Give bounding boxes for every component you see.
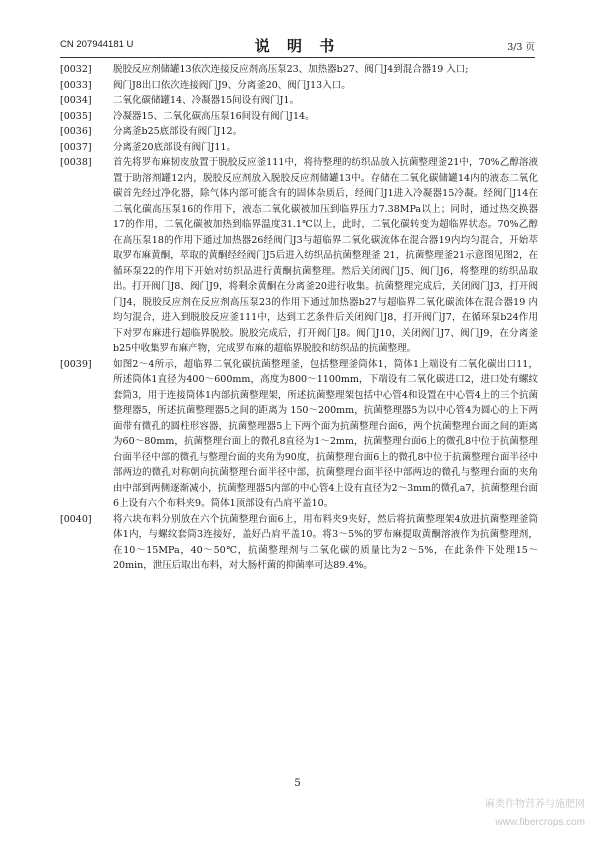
paragraph-text: 将六块布料分别放在六个抗菌整理台面6上，用布料夹9夹好，然后将抗菌整理架4放进抗菌整理釜筒体1内，与螺纹套筒3连接好，盖好凸肩平盖10。将3～5%的罗布麻提取黄酮溶液作为抗菌整理剂，在10～15MPa，40～50℃，抗菌整理剂与二氧化碳的质量比为2～5%，在此条件下处理15～20min，泄压后取出布料，对大肠杆菌的抑菌率可达89.4%。 (113, 513, 538, 571)
paragraph-0033 (60, 78, 538, 94)
paragraph-text: 如图2～4所示，超临界二氧化碳抗菌整理釜，包括整理釜筒体1，筒体1上端设有二氧化碳出口11，所述筒体1直径为400～600mm，高度为800～1100mm，下端设有二氧化碳进口2，进口处有螺纹套筒3，用于连接筒体1内部抗菌整理架，所述抗菌整理架包括中心管4和设置在中心管4上的三个抗菌整理器5，所述抗菌整理器5之间的距离为 150～200mm，抗菌整理器5为以中心管4为圆心的上下两面带有微孔的圆柱形容器，抗菌整理器5上下两个面为抗菌整理台面6，两个抗菌整理台面之间的距离为60～80mm，抗菌整理台面上的微孔8直径为1～2mm，抗菌整理台面6上的微孔8中位于抗菌整理台面半径中部的微孔与整理台面的夹角为90度，抗菌整理台面6上的微孔8中位于抗菌整理台面半径中部两边的微孔对称朝向抗菌整理台面半径中部，抗菌整理台面半径中部两边的微孔与整理台面的夹角由中部到两侧逐渐减小，抗菌整理器5内部的中心管4上设有直径为2～3mm的微孔a7，抗菌整理台面6上设有六个布料夹9。筒体1顶部设有凸肩平盖10。 (113, 358, 538, 509)
paragraph-0039 (60, 357, 538, 512)
paragraph-text: 分离釜b25底部设有阀门J12。 (113, 126, 243, 137)
paragraph-0032 (60, 62, 538, 78)
paragraph-0035 (60, 109, 538, 125)
paragraph-0037 (60, 140, 538, 156)
paragraph-0036 (60, 124, 538, 140)
page-indicator: 3/3 页 (507, 42, 535, 53)
paragraph-text: 阀门J8出口依次连接阀门J9、分离釜20、阀门J13入口。 (113, 79, 351, 91)
paragraph-number: [0037] (60, 141, 92, 153)
paragraph-text: 冷凝器15、二氧化碳高压泵16间设有阀门J14。 (113, 110, 315, 122)
paragraph-number: [0035] (60, 110, 92, 122)
paragraph-text: 脱胶反应剂储罐13依次连接反应剂高压泵23、加热器b27、阀门J4到混合器19 入口; (113, 64, 469, 75)
patent-number: CN 207944181 U (60, 39, 134, 50)
document-body (60, 62, 538, 574)
paragraph-0038 (60, 155, 538, 357)
watermark-url: www.fibercrops.com (495, 817, 585, 828)
paragraph-text: 分离釜20底部设有阀门J11。 (113, 141, 236, 153)
document-title: 说 明 书 (254, 37, 341, 55)
paragraph-number: [0033] (60, 79, 92, 91)
paragraph-number: [0032] (60, 64, 92, 75)
paragraph-number: [0036] (60, 126, 92, 137)
watermark-name: 麻类作物营养与施肥网 (485, 799, 585, 810)
watermark (485, 796, 585, 832)
paragraph-number: [0040] (60, 513, 92, 525)
paragraph-0040 (60, 512, 538, 574)
paragraph-number: [0034] (60, 95, 92, 106)
paragraph-0034 (60, 93, 538, 109)
page-number: 5 (294, 778, 301, 789)
header-divider (60, 57, 535, 58)
paragraph-number: [0038] (60, 157, 92, 168)
paragraph-text: 二氧化碳储罐14、冷凝器15间设有阀门J1。 (113, 95, 300, 106)
page-header (60, 35, 535, 55)
paragraph-text: 首先将罗布麻韧皮放置于脱胶反应釜111中，将待整理的纺织品放入抗菌整理釜21中，70%乙醇溶液置于助溶剂罐12内，脱胶反应剂放入脱胶反应剂储罐13中。存储在二氧化碳储罐14内的液态二氧化碳首先经过净化器，除气体内部可能含有的固体杂质后，经阀门J1进入冷凝器15冷凝。经阀门J14在二氧化碳高压泵16的作用下，液态二氧化碳被加压到临界压力7.38MPa以上；同时，通过热交换器17的作用，二氧化碳被加热到临界温度31.1℃以上，此时，二氧化碳转变为超临界状态。70%乙醇在高压泵18的作用下通过加热器26经阀门J3与超临界二氧化碳流体在混合器19内均匀混合，开始萃取罗布麻黄酮，萃取的黄酮经经阀门J5后进入纺织品抗菌整理釜 21，抗菌整理釜21示意图见图2，在循环泵22的作用下开始对纺织品进行黄酮抗菌整理。然后关闭阀门J5、阀门J6，将整理的纺织品取出。打开阀门J8、阀门J9，将剩余黄酮在分离釜20进行收集。抗菌整理完成后，关闭阀门J3，打开阀门J4，脱胶反应剂在反应剂高压泵23的作用下通过加热器b27与超临界二氧化碳流体在混合器19 内均匀混合，进入到脱胶反应釜111中，达到工艺条件后关闭阀门J8，打开阀门J7，在循环泵b24作用下对罗布麻进行超临界脱胶。脱胶完成后，打开阀门J8。阀门J10，关闭阀门J7、阀门J9，在分离釜b25中收集罗布麻产物，完成罗布麻的超临界脱胶和纺织品的抗菌整理。 (113, 157, 538, 354)
paragraph-number: [0039] (60, 358, 92, 370)
